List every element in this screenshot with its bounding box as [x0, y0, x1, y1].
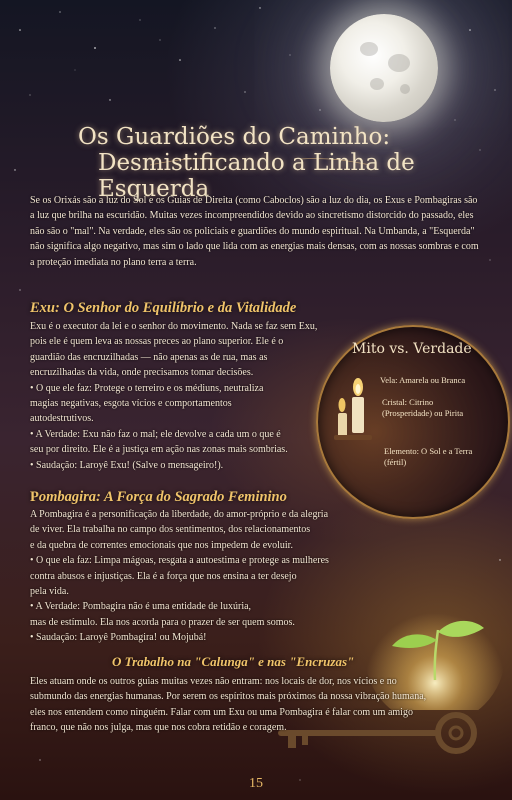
pombagira-line: A Pombagira é a personificação da liberdade, do amor-próprio e da alegria	[30, 509, 329, 520]
exu-line: Exu é o executor da lei e o senhor do movimento. Nada se faz sem Exu,	[30, 321, 318, 332]
pombagira-line: • Saudação: Laroyê Pombagira! ou Mojubá!	[30, 632, 207, 644]
pombagira-title-rest: ombagira: A Força do Sagrado Feminino	[38, 489, 287, 505]
candles-icon	[330, 375, 378, 445]
title-line-1: Os Guardiões do Caminho:	[78, 124, 391, 150]
exu-line: • A Verdade: Exu não faz o mal; ele devolve a cada um o que é	[30, 428, 281, 440]
emblem-title: Mito vs. Verdade	[352, 341, 472, 357]
calunga-line: franco, que não nos julga, mas que nos cobra retidão e coragem.	[30, 722, 287, 734]
pombagira-line: contra abusos e injustiças. Ela é a força que nos ensina a ter desejo	[30, 570, 297, 582]
exu-section-title: Exu: O Senhor do Equilíbrio e da Vitalidade	[30, 300, 297, 316]
exu-line: seu por direito. Ele é a justiça em ação nas zonas mais sombrias.	[30, 444, 288, 456]
pombagira-section-title	[30, 489, 287, 506]
exu-line: autodestrutivos.	[30, 413, 94, 425]
calunga-line: eles nos entendem como ninguém. Falar com um Exu ou uma Pombagira é falar com um amigo	[30, 706, 413, 718]
calunga-line: submundo das energias humanas. Por serem os espíritos mais próximos da nossa vibração humana,	[30, 691, 427, 703]
pombagira-line: mas de estímulo. Ela nos acorda para o prazer de ser quem somos.	[30, 616, 295, 628]
exu-section-body	[30, 319, 330, 473]
emblem-vela: Vela: Amarela ou Branca	[380, 375, 466, 385]
calunga-line: Eles atuam onde os outros guias muitas vezes não entram: nos locais de dor, nos vícios e no	[30, 676, 397, 687]
emblem-elemento: Elemento: O Sol e a Terra (fértil)	[384, 446, 473, 467]
page-number: 15	[249, 776, 263, 791]
intro-paragraph: Se os Orixás são a luz do Sol e os Guias de Direita (como Caboclos) são a luz do dia, os Exus e Pombagiras são a luz que brilha na escuridão. Muitas vezes incompreendidos devido ao sincretismo distorcido do passado, eles não são o "mal". Na verdade, eles são os policiais e guardiões do mundo espiritual. Na Umbanda, a "Esquerda" não significa algo negativo, mas sim o lado que lida com as energias mais densas, com as nossas sombras e com a proteção imediata no plano terra a terra.	[30, 195, 479, 268]
pombagira-line: • A Verdade: Pombagira não é uma entidade de luxúria,	[30, 601, 252, 613]
exu-line: guardião das encruzilhadas — não apenas as de rua, mas as	[30, 351, 268, 363]
full-moon	[330, 14, 438, 122]
page-title	[60, 124, 480, 202]
pombagira-title-cap: P	[30, 489, 39, 505]
emblem-cristal: Cristal: Citrino (Prosperidade) ou Pirita	[382, 397, 464, 418]
exu-line: magias negativas, esgota vícios e comportamentos	[30, 398, 232, 410]
title-line-2: Desmistificando a Linha de Esquerda	[98, 150, 415, 202]
calunga-section-body	[30, 674, 482, 736]
pombagira-line: e da quebra de correntes emocionais que nos impedem de evoluir.	[30, 539, 293, 551]
exu-line: encruzilhadas da vida, onde precisamos tomar decisões.	[30, 367, 254, 379]
exu-line: • Saudação: Laroyê Exu! (Salve o mensageiro!).	[30, 459, 224, 471]
pombagira-line: de viver. Ela trabalha no campo dos sentimentos, dos relacionamentos	[30, 524, 311, 536]
exu-line: • O que ele faz: Protege o terreiro e os médiuns, neutraliza	[30, 382, 264, 394]
exu-line: pois ele é quem leva as nossas preces ao plano superior. Ele é o	[30, 336, 284, 348]
calunga-section-title: O Trabalho na "Calunga" e nas "Encruzas"	[112, 654, 355, 669]
pombagira-line: pela vida.	[30, 586, 69, 598]
pombagira-line: • O que ela faz: Limpa mágoas, resgata a autoestima e protege as mulheres	[30, 555, 329, 567]
pombagira-section-body	[30, 507, 410, 646]
